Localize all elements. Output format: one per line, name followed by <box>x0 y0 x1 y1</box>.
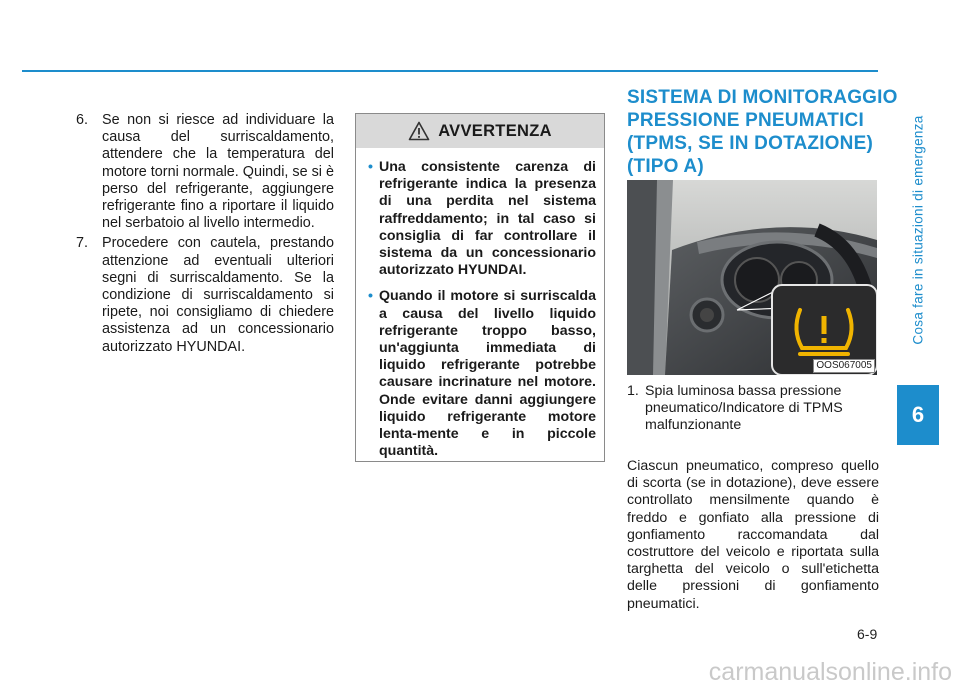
warning-title: AVVERTENZA <box>438 121 552 140</box>
caption-number: 1. <box>627 383 639 399</box>
chapter-number: 6 <box>911 402 925 427</box>
image-code: OOS067005 <box>813 359 875 373</box>
step-text: Procedere con cautela, prestando attenzione ad eventuali ulteriori segni di surriscaldamento. Se la condizione di surriscaldamento si ripete, noi consigliamo di chiedere assistenza ad un concessionario autorizzato HYUNDAI. <box>102 235 334 355</box>
step-7 <box>76 235 334 355</box>
tpms-body-text: Ciascun pneumatico, compreso quello di scorta (se in dotazione), deve essere controllato mensilmente quando è freddo e gonfiato alla pressione di gonfiamento raccomandata dal costruttore del veicolo e riportata sulla targhetta del veicolo o sull'etichetta delle pressioni di gonfiamento pneumatici. <box>627 458 879 612</box>
warning-item-text: Una consistente carenza di refrigerante indica la presenza di una perdita nel sistema raffreddamento; in tal caso si consiglia di far controllare il sistema da un concessionario autorizzato HYUNDAI. <box>379 159 596 279</box>
step-number: 7. <box>76 235 89 252</box>
step-text: Se non si riesce ad individuare la causa del surriscaldamento, attendere che la temperatura del motore torni normale. Quindi, se si è perso del refrigerante, aggiungere refrigerante fino a riportare il liquido nel serbatoio al livello intermedio. <box>102 112 334 232</box>
step-number: 6. <box>76 112 89 128</box>
section-title <box>627 86 898 178</box>
bullet: • <box>368 159 373 175</box>
header-rule <box>22 70 878 72</box>
bullet: • <box>368 288 373 305</box>
warning-header <box>356 114 604 148</box>
warning-triangle-icon <box>408 121 430 141</box>
dashboard-illustration <box>627 180 877 375</box>
warning-item <box>368 288 596 460</box>
dashboard-photo <box>627 180 877 375</box>
photo-caption <box>627 383 877 434</box>
section-title-line: PRESSIONE PNEUMATICI <box>627 110 864 131</box>
warning-list <box>356 148 604 460</box>
left-column <box>76 112 334 359</box>
page-number: 6-9 <box>857 626 878 642</box>
warning-item-text: Quando il motore si surriscalda a causa del livello liquido refrigerante troppo basso, un'aggiunta immediata di liquido refrigerante potrebbe causare incrinature nel motore. Onde evitare danni aggiungere liquido refrigerante motore lenta-mente e in piccole quantità. <box>379 288 596 460</box>
warning-box <box>355 113 605 462</box>
warning-item <box>368 159 596 279</box>
chapter-tab <box>897 385 939 445</box>
section-title-line: SISTEMA DI MONITORAGGIO <box>627 87 898 108</box>
section-title-line: (TPMS, SE IN DOTAZIONE) <box>627 133 873 154</box>
caption-text: Spia luminosa bassa pressione pneumatico/Indicatore di TPMS malfunzionante <box>645 383 843 433</box>
section-title-line: (TIPO A) <box>627 156 704 177</box>
chapter-side-label: Cosa fare in situazioni di emergenza <box>910 115 926 345</box>
step-6 <box>76 112 334 232</box>
watermark: carmanualsonline.info <box>708 658 952 686</box>
